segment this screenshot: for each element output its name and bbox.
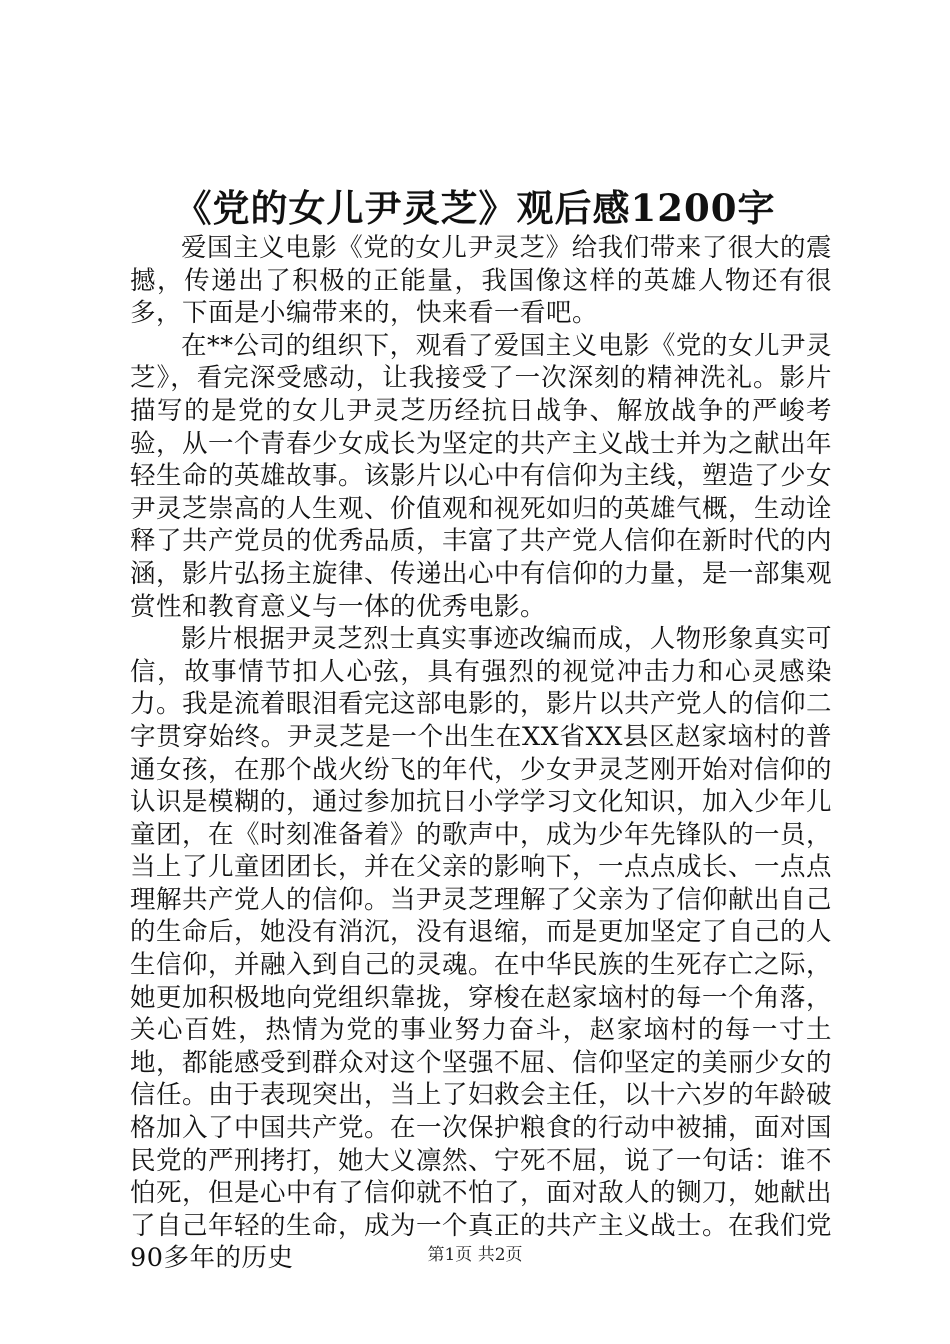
paragraph-2: 在**公司的组织下，观看了爱国主义电影《党的女儿尹灵芝》，看完深受感动，让我接受了一次深刻的精神洗礼。影片描写的是党的女儿尹灵芝历经抗日战争、解放战争的严峻考验，从一个青春少女成长为坚定的共产主义战士并为之献出年轻生命的英雄故事。该影片以心中有信仰为主线，塑造了少女尹灵芝崇高的人生观、价值观和视死如归的英雄气概，生动诠释了共产党员的优秀品质，丰富了共产党人信仰在新时代的内涵，影片弘扬主旋律、传递出心中有信仰的力量，是一部集观赏性和教育意义与一体的优秀电影。 [130, 330, 833, 622]
document-title: 《党的女儿尹灵芝》观后感1200字 [174, 186, 776, 230]
page-number-footer: 第1页 共2页 [427, 1245, 523, 1265]
paragraph-3: 影片根据尹灵芝烈士真实事迹改编而成，人物形象真实可信，故事情节扣人心弦，具有强烈的视觉冲击力和心灵感染力。我是流着眼泪看完这部电影的，影片以共产党人的信仰二字贯穿始终。尹灵芝是一个出生在XX省XX县区赵家垴村的普通女孩，在那个战火纷飞的年代，少女尹灵芝刚开始对信仰的认识是模糊的，通过参加抗日小学学习文化知识，加入少年儿童团，在《时刻准备着》的歌声中，成为少年先锋队的一员，当上了儿童团团长，并在父亲的影响下，一点点成长、一点点理解共产党人的信仰。当尹灵芝理解了父亲为了信仰献出自己的生命后，她没有消沉，没有退缩，而是更加坚定了自己的人生信仰，并融入到自己的灵魂。在中华民族的生死存亡之际，她更加积极地向党组织靠拢，穿梭在赵家垴村的每一个角落，关心百姓，热情为党的事业努力奋斗，赵家垴村的每一寸土地，都能感受到群众对这个坚强不屈、信仰坚定的美丽少女的信任。由于表现突出，当上了妇救会主任，以十六岁的年龄破格加入了中国共产党。在一次保护粮食的行动中被捕，面对国民党的严刑拷打，她大义凛然、宁死不屈，说了一句话：谁不怕死，但是心中有了信仰就不怕了，面对敌人的铡刀，她献出了自己年轻的生命，成为一个真正的共产主义战士。在我们党90多年的历史 [130, 624, 833, 1274]
document-body [130, 232, 832, 1275]
paragraph-intro: 爱国主义电影《党的女儿尹灵芝》给我们带来了很大的震撼，传递出了积极的正能量，我国像这样的英雄人物还有很多，下面是小编带来的，快来看一看吧。 [130, 233, 832, 329]
